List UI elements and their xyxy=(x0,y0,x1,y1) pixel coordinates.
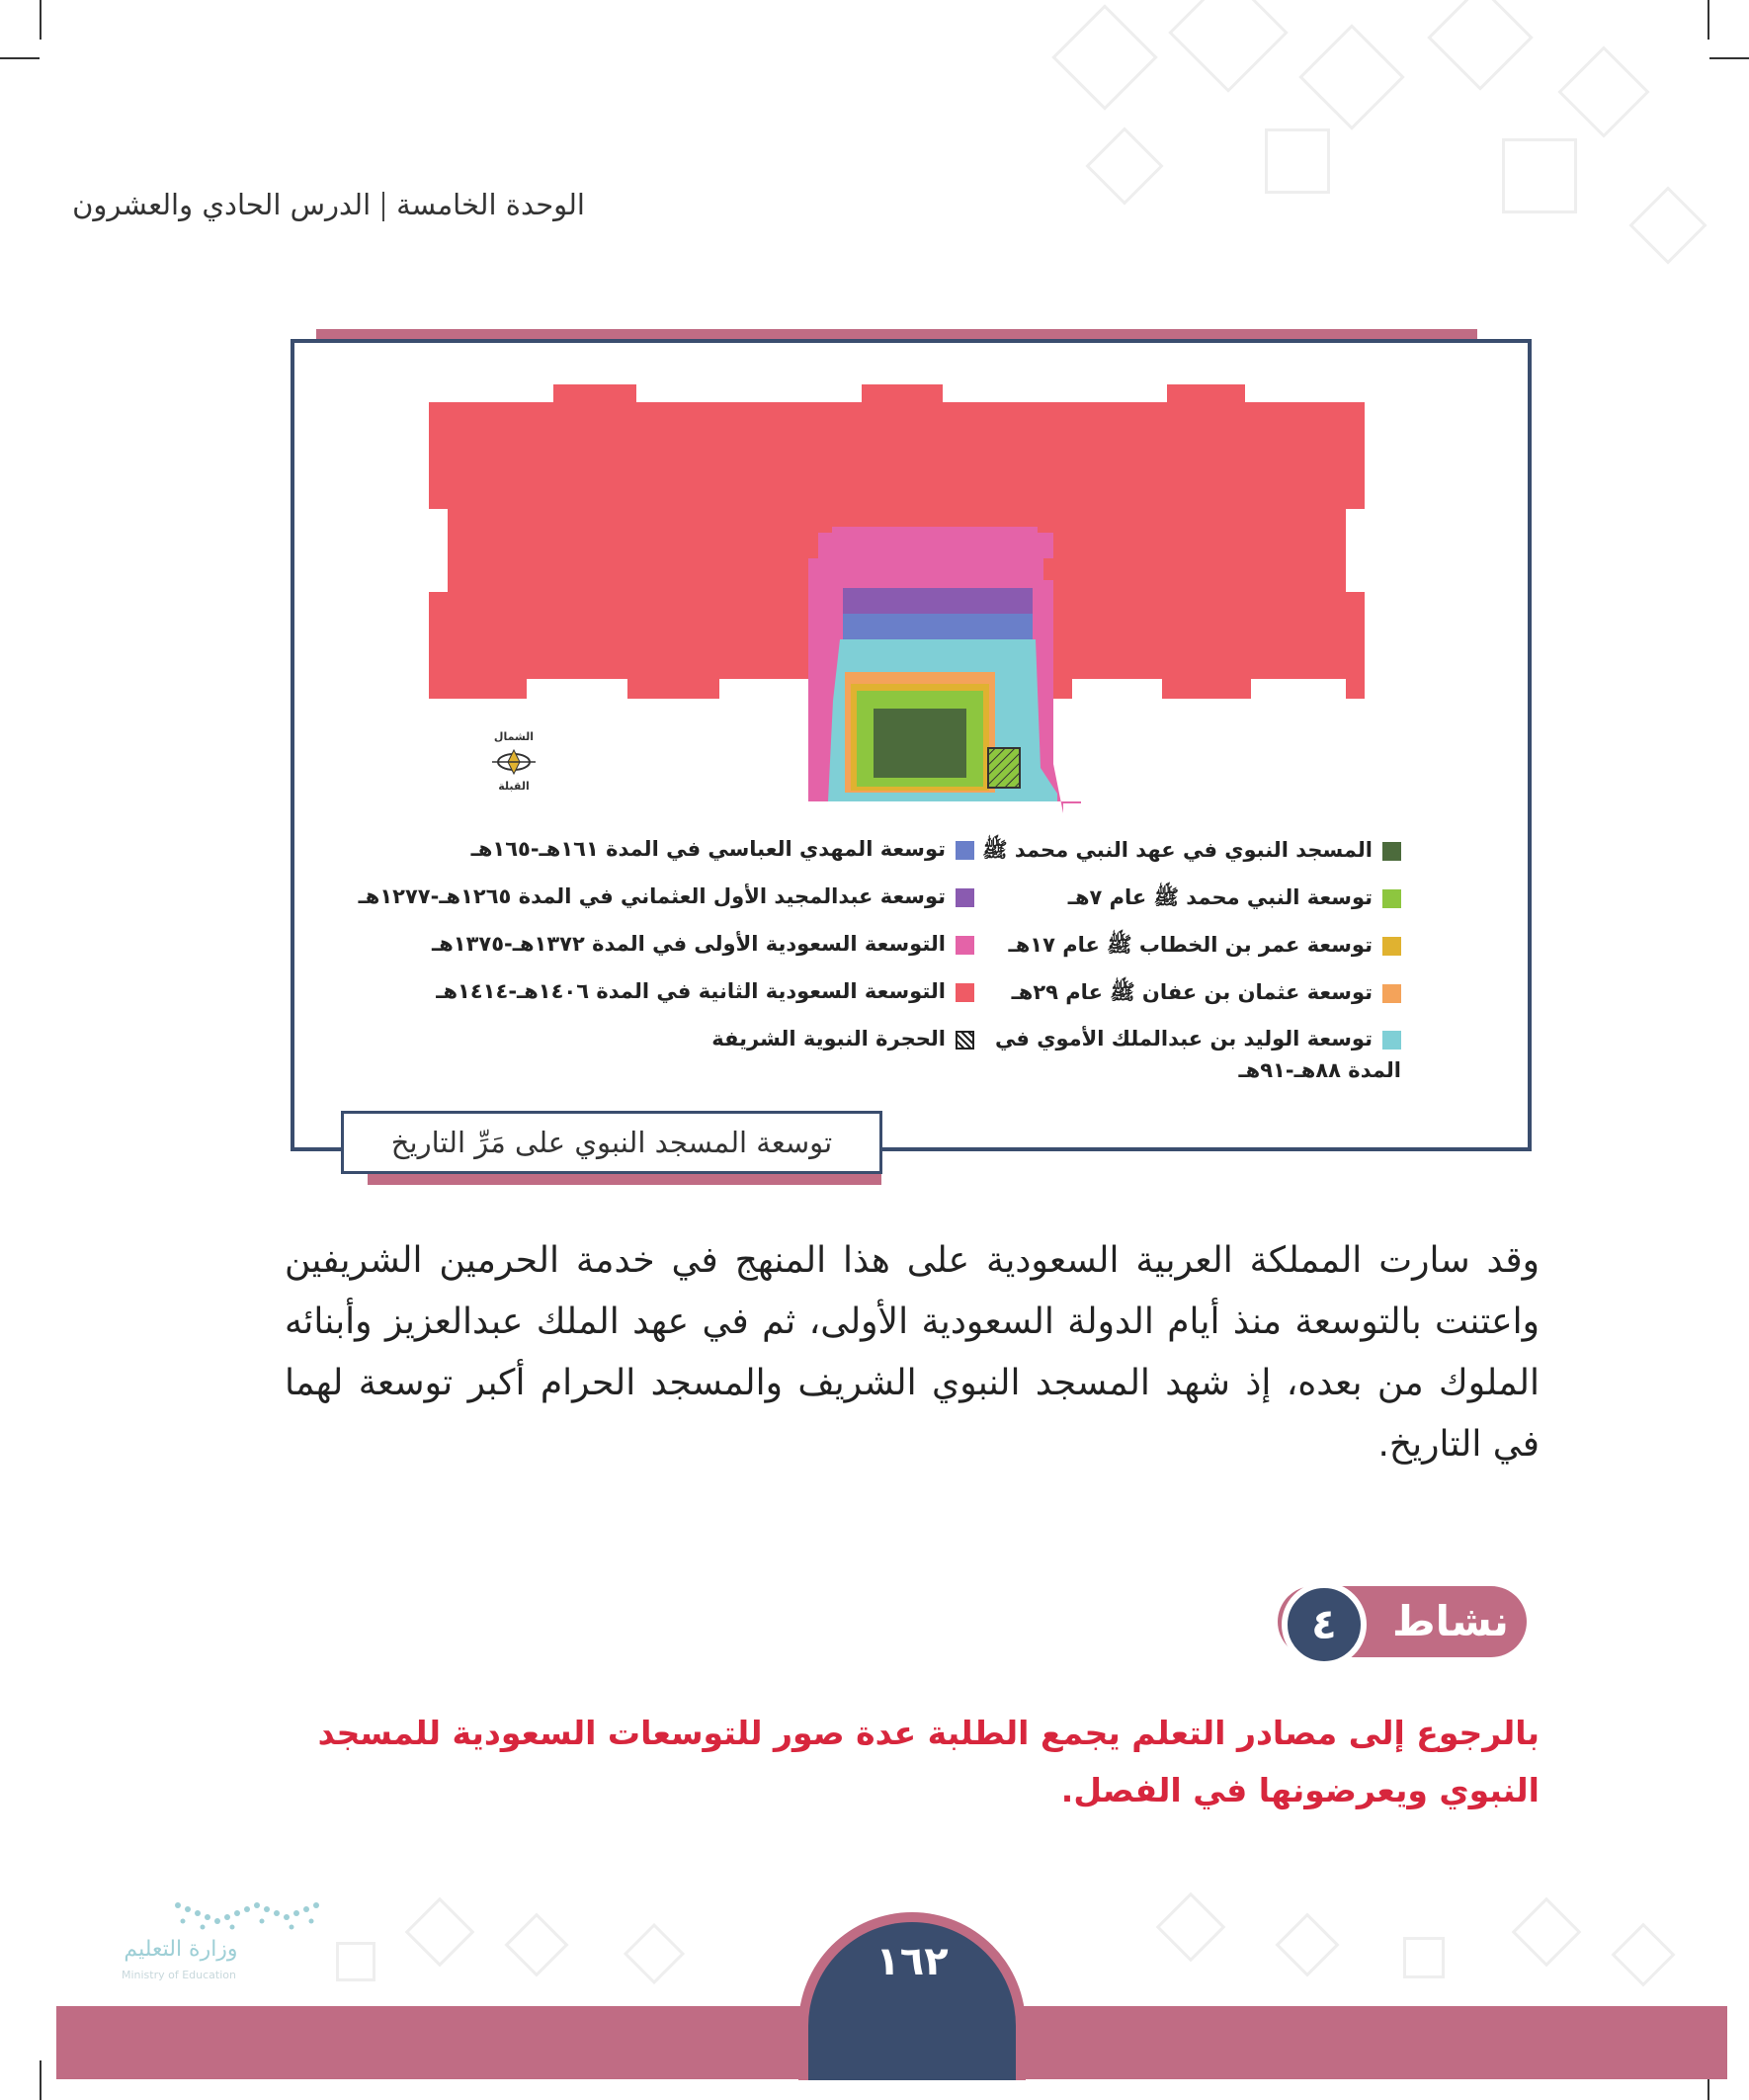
legend-label: الحجرة النبوية الشريفة xyxy=(711,1027,946,1050)
lesson-title: الدرس الحادي والعشرون xyxy=(72,188,372,221)
legend-label: توسعة المهدي العباسي في المدة ١٦١هـ-١٦٥هـ xyxy=(470,837,946,861)
unit-title: الوحدة الخامسة xyxy=(396,188,585,221)
crop-mark xyxy=(40,0,42,40)
legend-item xyxy=(1068,884,1401,915)
crop-mark xyxy=(1707,0,1709,40)
plan-original-mosque xyxy=(874,709,966,778)
legend-item xyxy=(471,837,974,861)
legend-item xyxy=(432,932,974,956)
legend-swatch xyxy=(956,841,974,860)
legend-swatch xyxy=(1382,1031,1401,1050)
legend-label: توسعة عبدالمجيد الأول العثماني في المدة ١٢٦٥هـ-١٢٧٧هـ xyxy=(358,884,946,908)
header-separator xyxy=(382,192,384,221)
plan-hujra xyxy=(988,748,1020,788)
legend-label: التوسعة السعودية الأولى في المدة ١٣٧٢هـ-١٣٧٥هـ xyxy=(432,932,946,956)
legend-label-continued: المدة ٨٨هـ-٩١هـ xyxy=(1238,1058,1401,1082)
legend-item xyxy=(1012,979,1401,1010)
crop-mark xyxy=(40,2060,42,2100)
legend-swatch xyxy=(1382,984,1401,1003)
legend-label: توسعة النبي محمد ﷺ عام ٧هـ xyxy=(1067,885,1373,909)
ministry-name-en: Ministry of Education xyxy=(121,1969,236,1981)
legend-item xyxy=(982,837,1401,868)
legend-item xyxy=(359,884,974,908)
legend-item xyxy=(1009,932,1401,963)
plan-mahdi-expansion xyxy=(843,614,1033,639)
activity-instructions: بالرجوع إلى مصادر التعلم يجمع الطلبة عدة صور للتوسعات السعودية للمسجد النبوي ويعرضونها في الفصل. xyxy=(317,1714,1540,1809)
legend-swatch xyxy=(1382,889,1401,908)
legend-label: توسعة عثمان بن عفان ﷺ عام ٢٩هـ xyxy=(1011,980,1373,1004)
legend-label: التوسعة السعودية الثانية في المدة ١٤٠٦هـ-١٤١٤هـ xyxy=(436,979,946,1003)
compass-north-label: الشمال xyxy=(493,730,535,743)
legend-swatch xyxy=(956,888,974,907)
figure-caption: توسعة المسجد النبوي على مَرِّ التاريخ xyxy=(341,1111,882,1174)
activity-number: ٤ xyxy=(1282,1582,1367,1667)
crop-mark xyxy=(1709,57,1749,59)
page-header xyxy=(72,188,585,221)
legend-swatch xyxy=(1382,842,1401,861)
plan-abdulmajid-expansion xyxy=(843,588,1033,614)
legend-swatch xyxy=(956,1031,974,1050)
ministry-logo-icon xyxy=(168,1895,326,1935)
compass-qibla-label: القبلة xyxy=(498,780,530,793)
page-number: ١٦٢ xyxy=(875,1939,949,1984)
legend-label: توسعة الوليد بن عبدالملك الأموي في xyxy=(994,1027,1373,1050)
compass-icon xyxy=(492,750,536,774)
body-paragraph: وقد سارت المملكة العربية السعودية على هذا المنهج في خدمة الحرمين الشريفين واعتنت بالتوسعة منذ أيام الدولة السعودية الأولى، ثم في عهد الملك عبدالعزيز وأبنائه الملوك من بعده، إذ شهد المسجد النبوي الشريف والمسجد الحرام أكبر توسعة لهما في التاريخ. xyxy=(285,1240,1540,1465)
activity-label: نشاط xyxy=(1392,1597,1509,1645)
crop-mark xyxy=(0,57,40,59)
legend-label: توسعة عمر بن الخطاب ﷺ عام ١٧هـ xyxy=(1008,933,1373,957)
legend-item xyxy=(436,979,974,1003)
ministry-name: وزارة التعليم xyxy=(124,1937,238,1962)
legend-swatch xyxy=(1382,937,1401,956)
mosque-expansion-figure xyxy=(291,339,1532,1151)
legend-item xyxy=(711,1027,974,1050)
legend-swatch xyxy=(956,983,974,1002)
legend-swatch xyxy=(956,936,974,955)
legend-label: المسجد النبوي في عهد النبي محمد ﷺ xyxy=(982,838,1373,862)
legend-item xyxy=(995,1027,1401,1082)
